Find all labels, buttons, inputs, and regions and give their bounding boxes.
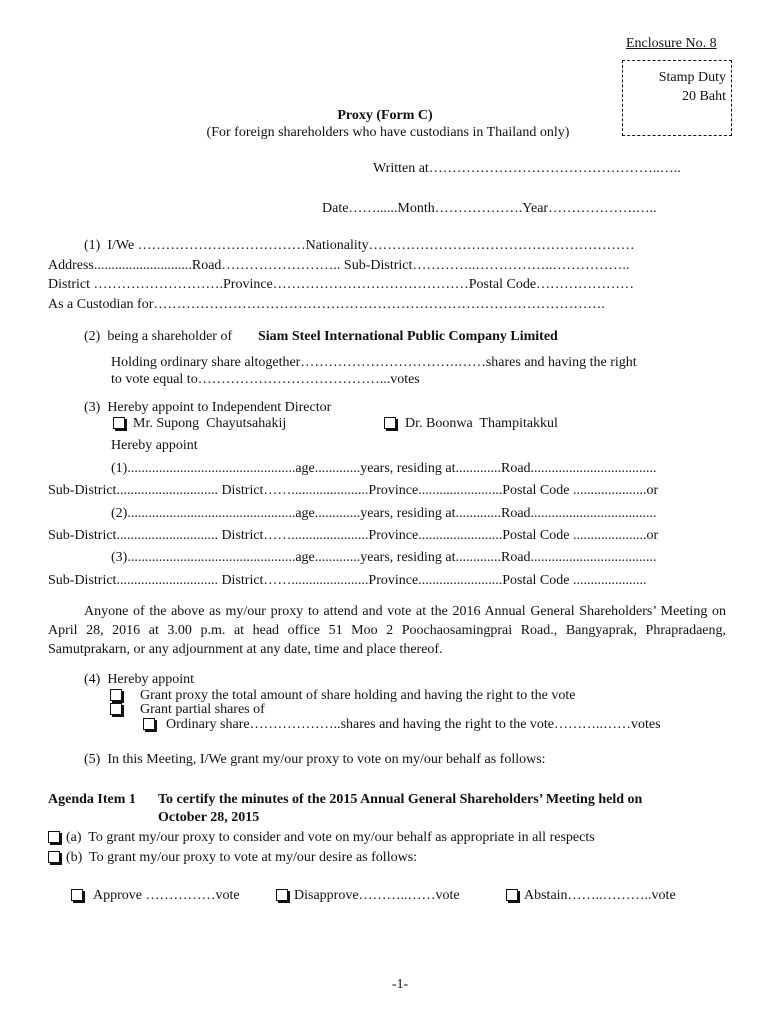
page-number: -1-	[391, 977, 409, 992]
agenda-item-date: October 28, 2015	[158, 810, 260, 825]
partial-shares-checkbox[interactable]	[110, 703, 122, 715]
full-shares-checkbox[interactable]	[110, 689, 122, 701]
proxy-authority-paragraph: Anyone of the above as my/our proxy to attend and vote at the 2016 Annual General Shareholders’ Meeting on April 28, 2016 at 3.00 p.m. at head office 51 Moo 2 Poochaosamingprai Road., Bangyaprak, Phrapradaeng, Samutprakarn, or any adjournment at any date, time and place thereof.	[48, 604, 726, 657]
abstain-field[interactable]: Abstain……..………..vote	[524, 888, 676, 903]
proxy2-line1[interactable]: (2)................................................age.............years, residing at.............Road....................................	[111, 506, 657, 521]
district-field[interactable]: District ……………………….Province……………………………………Postal Code…………………	[48, 277, 635, 292]
hereby-appoint-label: Hereby appoint	[111, 438, 198, 453]
agenda-option-a-label: (a) To grant my/our proxy to consider and vote on my/our behalf as appropriate in all respects	[66, 830, 595, 845]
form-title: Proxy (Form C)	[337, 108, 433, 123]
proxy3-line2[interactable]: Sub-District............................. District……......................Province........................Postal Code .....................	[48, 573, 647, 588]
enclosure-label: Enclosure No. 8	[626, 36, 717, 51]
shareholder-label: (2) being a shareholder of	[84, 329, 233, 344]
name-nationality-field[interactable]: (1) I/We ………………………………Nationality…………………………………………………	[84, 238, 635, 253]
director1-name: Mr. Supong Chayutsahakij	[133, 416, 287, 431]
proxy1-line2[interactable]: Sub-District............................. District……......................Province........................Postal Code .....................or	[48, 483, 659, 498]
director2-checkbox[interactable]	[384, 417, 396, 429]
votes-field[interactable]: to vote equal to…………………………………...votes	[111, 372, 420, 387]
ordinary-share-field[interactable]: Ordinary share………………..shares and having the right to the vote………..……votes	[166, 717, 661, 732]
date-field[interactable]: Date……......Month……………….Year……………….…..	[322, 201, 657, 216]
form-subtitle: (For foreign shareholders who have custodians in Thailand only)	[206, 125, 570, 140]
agenda-option-a-checkbox[interactable]	[48, 831, 60, 843]
stamp-duty-label: Stamp Duty	[658, 70, 726, 85]
approve-field[interactable]: Approve ……………vote	[93, 888, 240, 903]
director1-checkbox[interactable]	[113, 417, 125, 429]
company-name: Siam Steel International Public Company Limited	[258, 329, 558, 344]
agenda-option-b-label: (b) To grant my/our proxy to vote at my/our desire as follows:	[66, 850, 418, 865]
stamp-amount: 20 Baht	[682, 89, 726, 104]
full-shares-label: Grant proxy the total amount of share holding and having the right to the vote	[140, 688, 576, 703]
independent-director-label: (3) Hereby appoint to Independent Director	[84, 400, 332, 415]
section4-label: (4) Hereby appoint	[84, 672, 195, 687]
proxy2-line2[interactable]: Sub-District............................. District……......................Province........................Postal Code .....................or	[48, 528, 659, 543]
disapprove-field[interactable]: Disapprove………..……vote	[294, 888, 460, 903]
agenda-item-label: Agenda Item 1	[48, 792, 136, 807]
agenda-option-b-checkbox[interactable]	[48, 851, 60, 863]
disapprove-checkbox[interactable]	[276, 889, 288, 901]
partial-shares-label: Grant partial shares of	[140, 702, 265, 717]
approve-checkbox[interactable]	[71, 889, 83, 901]
written-at-field[interactable]: Written at…………………………………………..…..	[373, 161, 681, 176]
abstain-checkbox[interactable]	[506, 889, 518, 901]
director2-name: Dr. Boonwa Thampitakkul	[405, 416, 558, 431]
holding-shares-field[interactable]: Holding ordinary share altogether…………………………….……shares and having the right	[111, 355, 637, 370]
agenda-item-title: To certify the minutes of the 2015 Annual General Shareholders’ Meeting held on	[158, 792, 643, 807]
custodian-field[interactable]: As a Custodian for…………………………………………………………………………………….	[48, 297, 605, 312]
ordinary-share-checkbox[interactable]	[143, 718, 155, 730]
section5-label: (5) In this Meeting, I/We grant my/our proxy to vote on my/our behalf as follows:	[84, 752, 546, 767]
address-field[interactable]: Address............................Road…………………….. Sub-District…………..……………..……………..	[48, 258, 630, 273]
proxy1-line1[interactable]: (1)................................................age.............years, residing at.............Road....................................	[111, 461, 657, 476]
proxy3-line1[interactable]: (3)................................................age.............years, residing at.............Road....................................	[111, 550, 657, 565]
